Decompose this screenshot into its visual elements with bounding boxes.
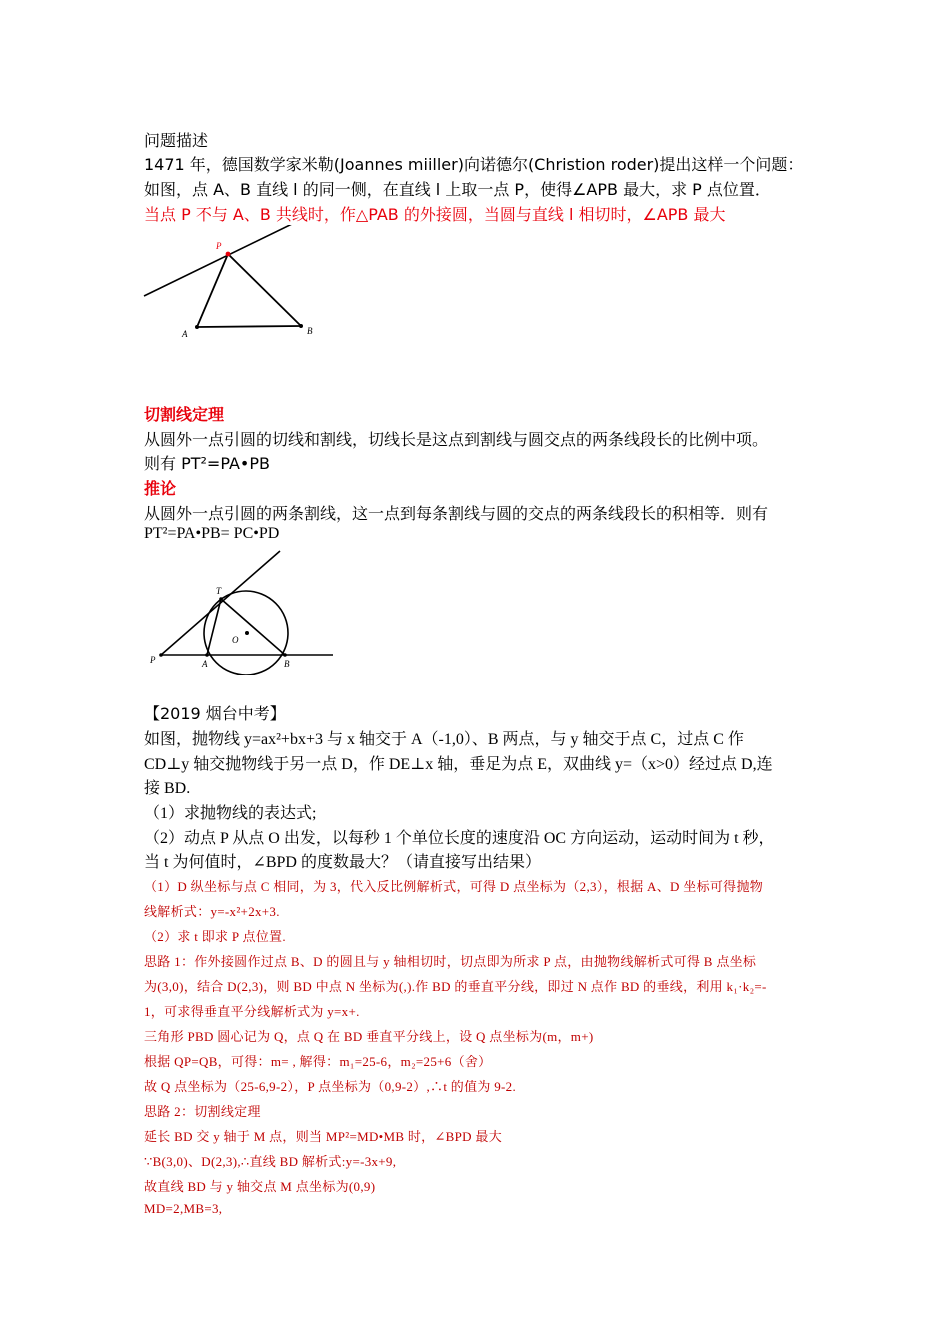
question-1: （1）求抛物线的表达式; — [144, 805, 317, 822]
solution-line: 思路 1：作外接圆作过点 B、D 的圆且与 y 轴相切时，切点即为所求 P 点，由抛物线解析式可得 B 点坐标 — [144, 954, 757, 969]
history-text: 1471 年，德国数学家米勒(Joannes miiller)向诺德尔(Christion roder)提出这样一个问题： — [144, 155, 804, 174]
question-2-cont: 当 t 为何值时，∠BPD 的度数最大？（请直接写出结果） — [144, 854, 541, 871]
point-t — [219, 597, 223, 601]
solution-hint: 当点 P 不与 A、B 共线时，作△PAB 的外接圆，当圆与直线 l 相切时，∠APB 最大 — [144, 205, 726, 224]
label-p: P — [216, 241, 222, 251]
solution-line: （1）D 纵坐标与点 C 相同，为 3，代入反比例解析式，可得 D 点坐标为（2,3），根据 A、D 坐标可得抛物 — [144, 879, 764, 894]
center-o — [245, 631, 249, 635]
solution-line: ∵B(3,0)、D(2,3),∴直线 BD 解析式:y=-3x+9, — [144, 1154, 397, 1169]
label-p: P — [150, 655, 156, 665]
label-a: A — [182, 329, 188, 339]
theorem-formula: 则有 PT²=PA•PB — [144, 454, 270, 473]
label-b: B — [284, 659, 290, 669]
solution-line: 根据 QP=QB，可得：m= , 解得：m₁=25-6，m₂=25+6（舍） — [144, 1054, 492, 1069]
segment-pa — [197, 254, 228, 327]
label-a: A — [202, 659, 208, 669]
point-p — [226, 252, 231, 257]
segment-tb — [221, 599, 285, 655]
point-p — [159, 653, 163, 657]
corollary-formula: PT²=PA•PB= PC•PD — [144, 525, 280, 542]
line-l — [144, 225, 292, 296]
solution-line: 延长 BD 交 y 轴于 M 点，则当 MP²=MD•MB 时，∠BPD 最大 — [144, 1129, 502, 1144]
solution-line: 三角形 PBD 圆心记为 Q，点 Q 在 BD 垂直平分线上，设 Q 点坐标为(m，m+) — [144, 1029, 594, 1044]
solution-line: 思路 2：切割线定理 — [144, 1104, 261, 1119]
problem-line-2: CD⊥y 轴交抛物线于另一点 D，作 DE⊥x 轴，垂足为点 E，双曲线 y=（x>0）经过点 D,连 — [144, 756, 773, 773]
solution-line: （2）求 t 即求 P 点位置. — [144, 929, 286, 944]
point-b — [283, 653, 287, 657]
question-2: （2）动点 P 从点 O 出发，以每秒 1 个单位长度的速度沿 OC 方向运动，运动时间为 t 秒， — [144, 830, 775, 847]
theorem-text: 从圆外一点引圆的切线和割线，切线长是这点到割线与圆交点的两条线段长的比例中项。 — [144, 430, 769, 449]
problem-statement: 如图，点 A、B 直线 l 的同一侧，在直线 l 上取一点 P，使得∠APB 最大，求 P 点位置． — [144, 180, 771, 199]
figure-tangent-line-triangle — [140, 225, 320, 350]
corollary-heading: 推论 — [144, 479, 177, 498]
corollary-text: 从圆外一点引圆的两条割线，这一点到每条割线与圆的交点的两条线段长的积相等．则有 — [144, 504, 769, 523]
label-o: O — [232, 635, 239, 645]
segment-pb — [228, 254, 301, 326]
problem-title: 【2019 烟台中考】 — [144, 704, 286, 723]
solution-line: 线解析式：y=-x²+2x+3. — [144, 904, 280, 919]
problem-line-1: 如图，抛物线 y=ax²+bx+3 与 x 轴交于 A（-1,0）、B 两点，与 y 轴交于点 C，过点 C 作 — [144, 731, 744, 748]
solution-line: 为(3,0)，结合 D(2,3)，则 BD 中点 N 坐标为(,).作 BD 的垂直平分线，即过 N 点作 BD 的垂线，利用 k₁·k₂=- — [144, 979, 767, 994]
point-a — [205, 653, 209, 657]
point-a — [195, 325, 199, 329]
label-t: T — [216, 586, 222, 596]
theorem-heading: 切割线定理 — [144, 405, 225, 424]
segment-ab — [197, 326, 301, 327]
segment-ta — [207, 599, 221, 655]
label-b: B — [307, 326, 313, 336]
solution-line: 故 Q 点坐标为（25-6,9-2），P 点坐标为（0,9-2）,∴t 的值为 9-2. — [144, 1079, 517, 1094]
figure-secant-tangent — [145, 545, 340, 675]
section-heading-problem: 问题描述 — [144, 131, 209, 150]
solution-line: 1，可求得垂直平分线解析式为 y=x+. — [144, 1004, 360, 1019]
point-b — [299, 324, 303, 328]
solution-line: 故直线 BD 与 y 轴交点 M 点坐标为(0,9) — [144, 1179, 376, 1194]
solution-line: MD=2,MB=3, — [144, 1201, 223, 1216]
problem-line-3: 接 BD. — [144, 780, 191, 797]
